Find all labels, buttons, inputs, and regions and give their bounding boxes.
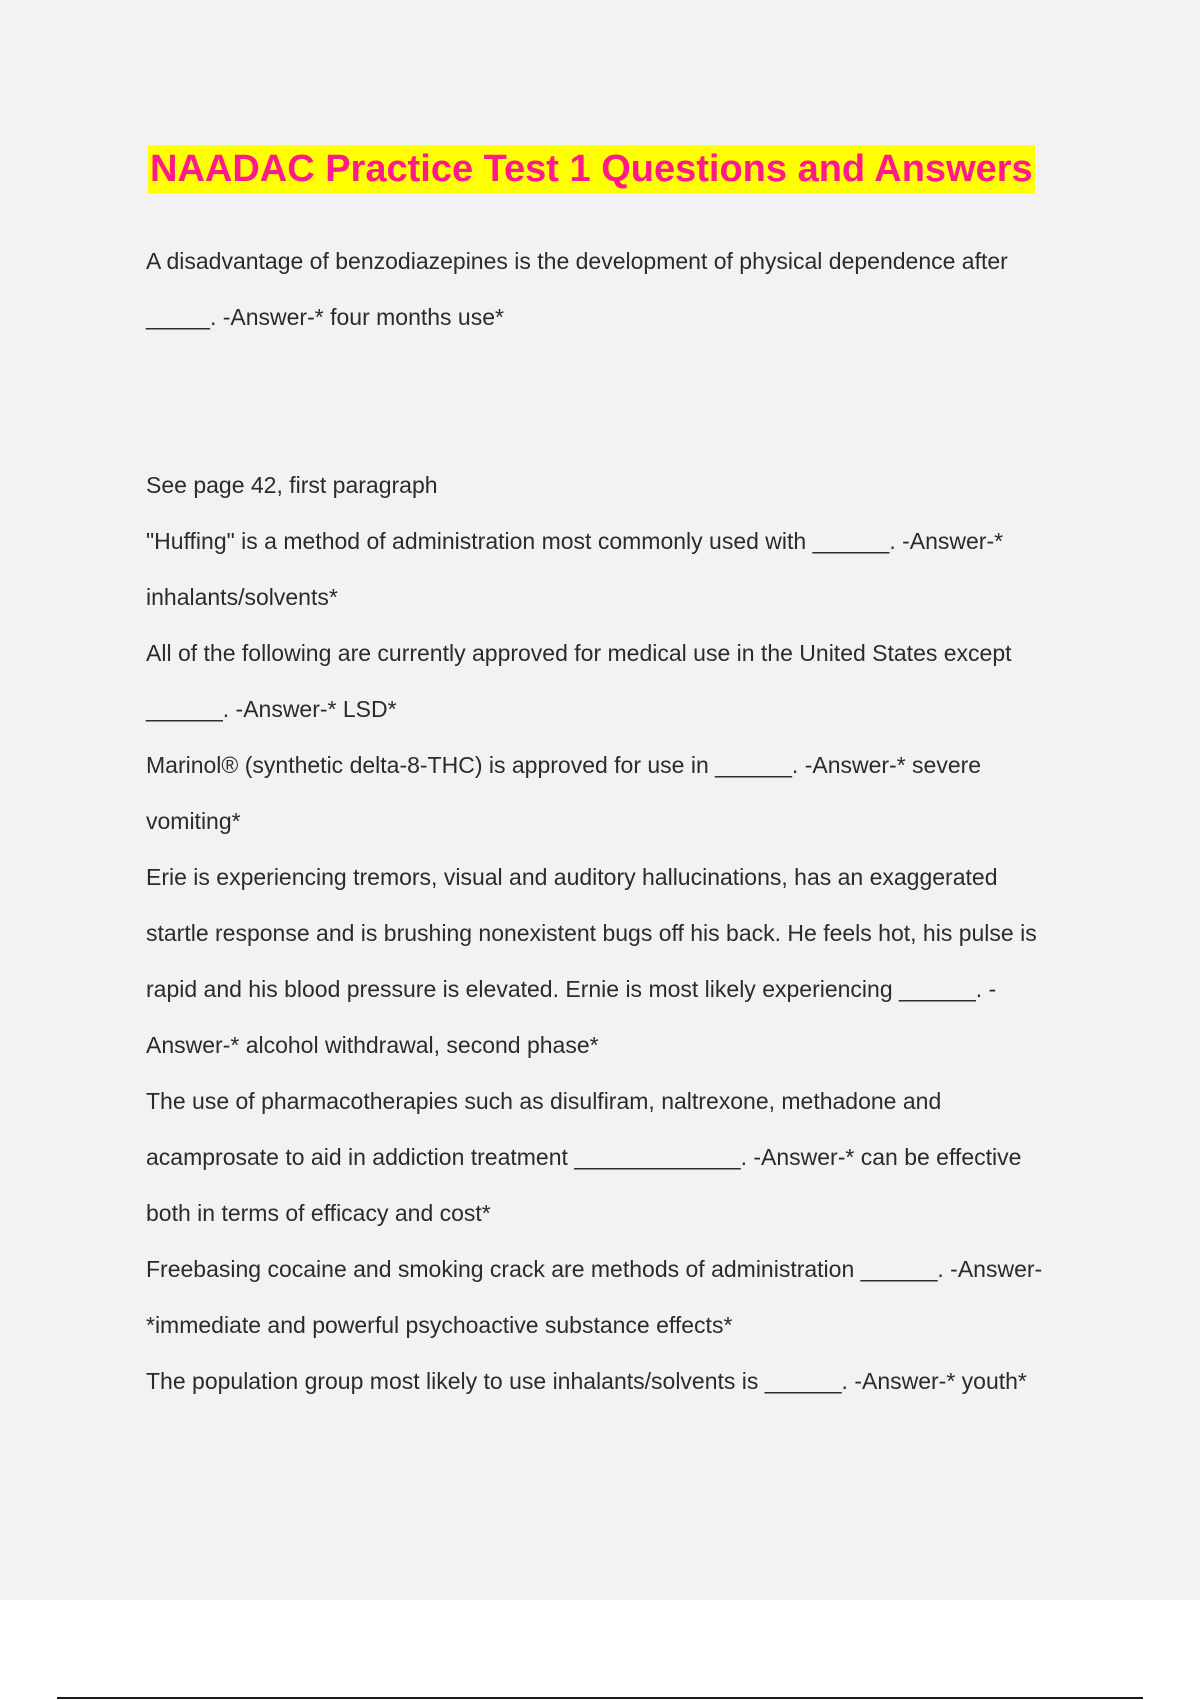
- intro-question: [146, 233, 1096, 345]
- text-line: Answer-* alcohol withdrawal, second phase*: [146, 1032, 599, 1058]
- text-line: both in terms of efficacy and cost*: [146, 1200, 491, 1226]
- text-line: The population group most likely to use inhalants/solvents is ______. -Answer-* youth*: [146, 1368, 1027, 1394]
- text-line: *immediate and powerful psychoactive substance effects*: [146, 1312, 733, 1338]
- text-line: vomiting*: [146, 808, 241, 834]
- text-line: Marinol® (synthetic delta-8-THC) is approved for use in ______. -Answer-* severe: [146, 752, 982, 778]
- text-line: Erie is experiencing tremors, visual and auditory hallucinations, has an exaggerated: [146, 864, 998, 890]
- question-answer-list: [146, 457, 1096, 1409]
- text-line: Freebasing cocaine and smoking crack are methods of administration ______. -Answer-: [146, 1256, 1043, 1282]
- title-container: [148, 145, 1088, 193]
- text-line: ______. -Answer-* LSD*: [146, 696, 397, 722]
- text-line: _____. -Answer-* four months use*: [146, 304, 504, 330]
- text-line: startle response and is brushing nonexistent bugs off his back. He feels hot, his pulse is: [146, 920, 1037, 946]
- text-line: "Huffing" is a method of administration most commonly used with ______. -Answer-*: [146, 528, 1004, 554]
- text-line: See page 42, first paragraph: [146, 472, 438, 498]
- text-line: All of the following are currently approved for medical use in the United States except: [146, 640, 1012, 666]
- text-line: The use of pharmacotherapies such as disulfiram, naltrexone, methadone and: [146, 1088, 942, 1114]
- footer-divider: [57, 1697, 1143, 1699]
- text-line: rapid and his blood pressure is elevated. Ernie is most likely experiencing ______. -: [146, 976, 997, 1002]
- text-line: A disadvantage of benzodiazepines is the development of physical dependence after: [146, 248, 1008, 274]
- text-line: acamprosate to aid in addiction treatment _____________. -Answer-* can be effective: [146, 1144, 1022, 1170]
- document-title: NAADAC Practice Test 1 Questions and Answers: [148, 145, 1035, 193]
- text-line: inhalants/solvents*: [146, 584, 338, 610]
